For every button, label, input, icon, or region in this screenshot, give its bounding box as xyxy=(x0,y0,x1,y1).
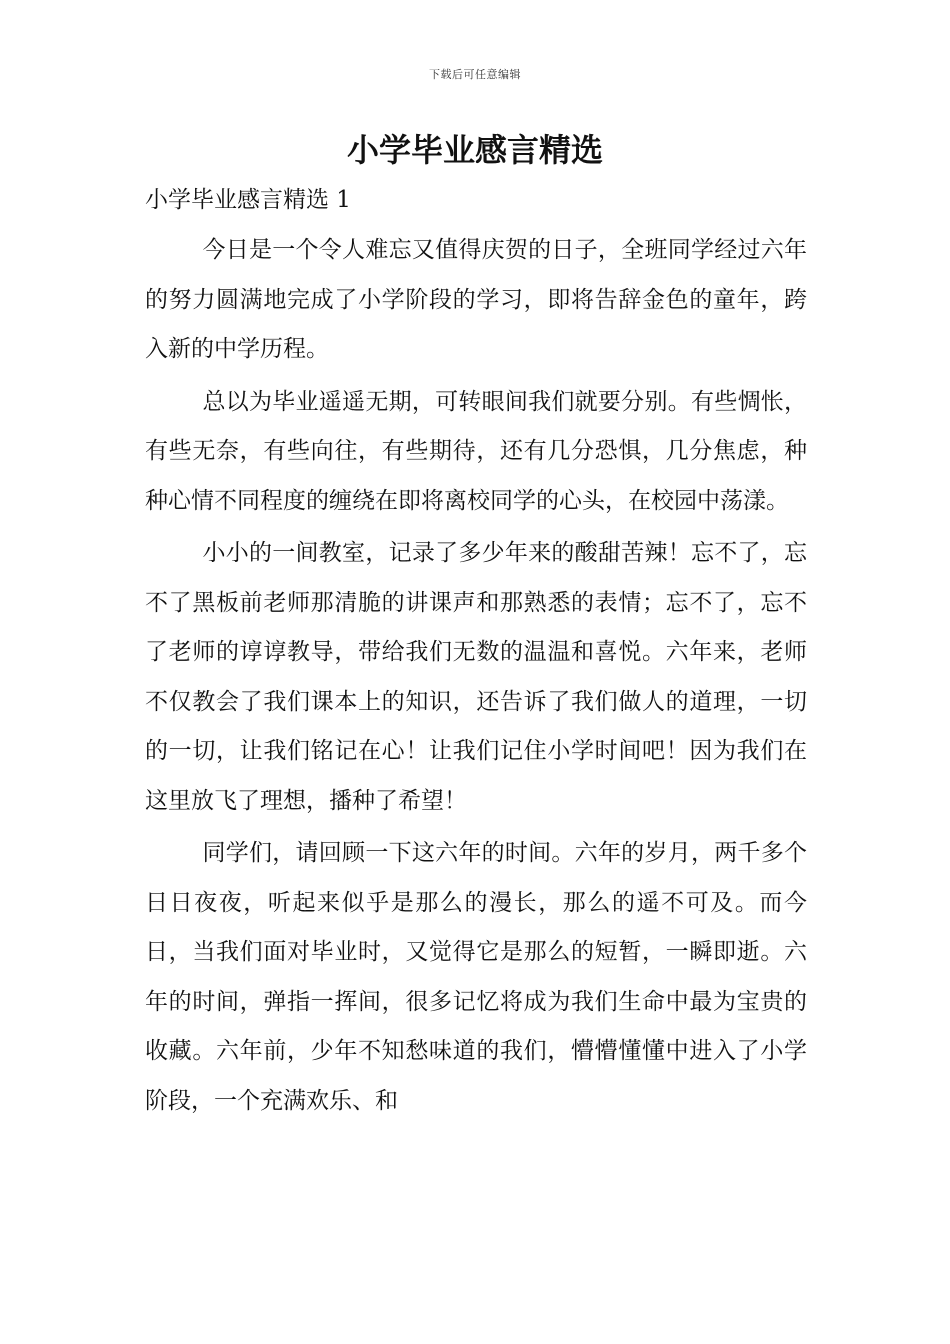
paragraph: 总以为毕业遥遥无期，可转眼间我们就要分别。有些惆怅，有些无奈，有些向往，有些期待，还有几分恐惧，几分焦虑，种种心情不同程度的缠绕在即将离校同学的心头，在校园中荡漾。 xyxy=(145,388,807,514)
header-note: 下载后可任意编辑 xyxy=(429,68,521,81)
section-heading: 小学毕业感言精选 1 xyxy=(145,187,351,213)
paragraph: 今日是一个令人难忘又值得庆贺的日子，全班同学经过六年的努力圆满地完成了小学阶段的学习，即将告辞金色的童年，跨入新的中学历程。 xyxy=(145,237,807,362)
paragraph: 小小的一间教室，记录了多少年来的酸甜苦辣！忘不了，忘不了黑板前老师那清脆的讲课声和那熟悉的表情；忘不了，忘不了老师的谆谆教导，带给我们无数的温温和喜悦。六年来，老师不仅教会了我们课本上的知识，还告诉了我们做人的道理，一切的一切，让我们铭记在心！让我们记住小学时间吧！因为我们在这里放飞了理想，播种了希望！ xyxy=(145,540,807,814)
document-body xyxy=(145,226,807,1129)
document-title: 小学毕业感言精选 xyxy=(346,131,603,169)
paragraph: 同学们，请回顾一下这六年的时间。六年的岁月，两千多个日日夜夜，听起来似乎是那么的漫长，那么的遥不可及。而今日，当我们面对毕业时，又觉得它是那么的短暂，一瞬即逝。六年的时间，弹指一挥间，很多记忆将成为我们生命中最为宝贵的收藏。六年前，少年不知愁味道的我们，懵懵懂懂中进入了小学阶段，一个充满欢乐、和 xyxy=(145,840,807,1114)
